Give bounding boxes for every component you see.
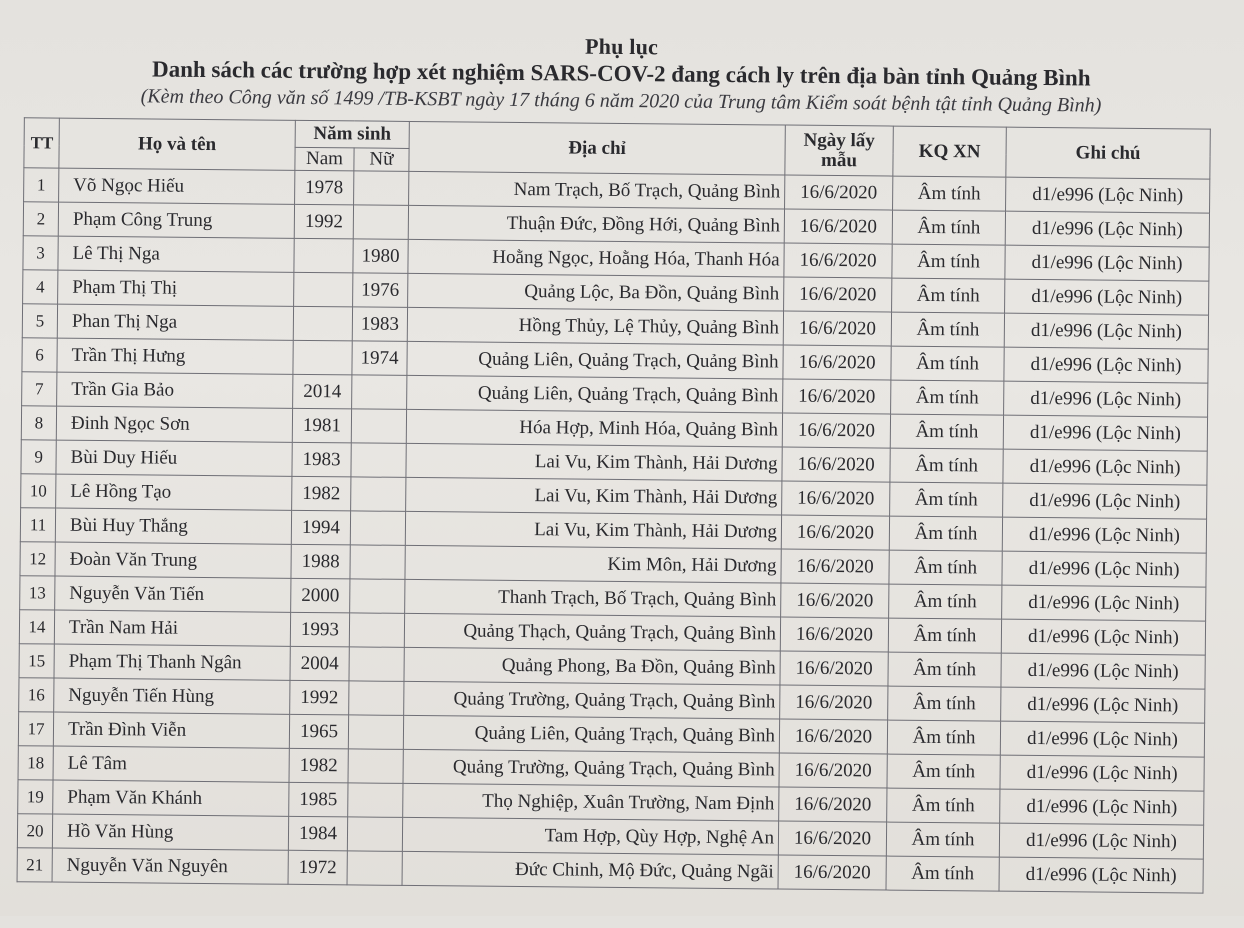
header-address: Địa chỉ <box>409 121 785 175</box>
test-result-cell: Âm tính <box>889 550 1002 585</box>
address-cell: Quảng Liên, Quảng Trạch, Quảng Bình <box>407 375 783 413</box>
test-result-cell: Âm tính <box>891 380 1004 415</box>
document-subtitle: Danh sách các trường hợp xét nghiệm SARS-COV-2 đang cách ly trên địa bàn tỉnh Quảng Bình <box>151 56 1091 91</box>
sample-date-cell: 16/6/2020 <box>780 651 888 686</box>
birth-year-female-cell <box>349 647 404 682</box>
row-number-cell: 14 <box>19 610 54 644</box>
row-number-cell: 13 <box>20 576 55 610</box>
row-number-cell: 2 <box>23 202 58 236</box>
address-cell: Hoằng Ngọc, Hoằng Hóa, Thanh Hóa <box>408 239 784 277</box>
person-name-cell: Đinh Ngọc Sơn <box>56 406 292 442</box>
document-title: Phụ lục <box>584 33 659 60</box>
patient-list-table <box>17 117 1211 893</box>
sample-date-cell: 16/6/2020 <box>778 855 886 890</box>
sample-date-cell: 16/6/2020 <box>784 209 892 244</box>
note-cell: d1/e996 (Lộc Ninh) <box>1006 177 1210 213</box>
test-result-cell: Âm tính <box>893 176 1006 211</box>
note-cell: d1/e996 (Lộc Ninh) <box>1004 347 1208 383</box>
birth-year-male-cell: 1994 <box>291 510 350 545</box>
test-result-cell: Âm tính <box>892 244 1005 279</box>
birth-year-female-cell <box>349 613 404 648</box>
address-cell: Lai Vu, Kim Thành, Hải Dương <box>406 477 782 515</box>
address-cell: Đức Chinh, Mộ Đức, Quảng Ngãi <box>402 851 778 889</box>
row-number-cell: 17 <box>18 712 53 746</box>
header-male: Nam <box>295 147 354 171</box>
birth-year-male-cell <box>294 272 353 307</box>
person-name-cell: Trần Gia Bảo <box>57 372 293 408</box>
note-cell: d1/e996 (Lộc Ninh) <box>999 857 1203 893</box>
note-cell: d1/e996 (Lộc Ninh) <box>1005 245 1209 281</box>
birth-year-male-cell: 1984 <box>288 816 347 851</box>
note-cell: d1/e996 (Lộc Ninh) <box>1005 211 1209 247</box>
birth-year-female-cell: 1974 <box>352 341 407 376</box>
table-body <box>17 168 1210 893</box>
birth-year-female-cell <box>349 681 404 716</box>
birth-year-female-cell <box>348 715 403 750</box>
sample-date-cell: 16/6/2020 <box>782 481 890 516</box>
row-number-cell: 3 <box>23 236 58 270</box>
birth-year-male-cell: 1983 <box>292 442 351 477</box>
birth-year-male-cell: 1988 <box>291 544 350 579</box>
note-cell: d1/e996 (Lộc Ninh) <box>1000 721 1204 757</box>
sample-date-cell: 16/6/2020 <box>781 549 889 584</box>
birth-year-female-cell <box>352 375 407 410</box>
document-reference-note: (Kèm theo Công văn số 1499 /TB-KSBT ngày 17 tháng 6 năm 2020 của Trung tâm Kiểm soát bệnh tật tỉnh Quảng Bình) <box>140 85 1102 117</box>
sample-date-cell: 16/6/2020 <box>780 685 888 720</box>
birth-year-female-cell <box>347 851 402 886</box>
sample-date-cell: 16/6/2020 <box>784 277 892 312</box>
address-cell: Quảng Trường, Quảng Trạch, Quảng Bình <box>404 681 780 719</box>
address-cell: Lai Vu, Kim Thành, Hải Dương <box>405 511 781 549</box>
note-cell: d1/e996 (Lộc Ninh) <box>1003 415 1207 451</box>
person-name-cell: Phan Thị Nga <box>57 304 293 340</box>
birth-year-male-cell <box>294 238 353 273</box>
address-cell: Thọ Nghiệp, Xuân Trường, Nam Định <box>403 783 779 821</box>
header-tt: TT <box>24 118 59 168</box>
sample-date-cell: 16/6/2020 <box>782 413 890 448</box>
test-result-cell: Âm tính <box>890 448 1003 483</box>
row-number-cell: 20 <box>17 814 52 848</box>
sample-date-cell: 16/6/2020 <box>779 787 887 822</box>
note-cell: d1/e996 (Lộc Ninh) <box>1000 789 1204 825</box>
note-cell: d1/e996 (Lộc Ninh) <box>1002 551 1206 587</box>
row-number-cell: 16 <box>19 678 54 712</box>
test-result-cell: Âm tính <box>888 618 1001 653</box>
test-result-cell: Âm tính <box>890 482 1003 517</box>
note-cell: d1/e996 (Lộc Ninh) <box>1001 687 1205 723</box>
row-number-cell: 18 <box>18 746 53 780</box>
test-result-cell: Âm tính <box>889 516 1002 551</box>
person-name-cell: Hồ Văn Hùng <box>52 814 288 850</box>
birth-year-female-cell <box>348 749 403 784</box>
note-cell: d1/e996 (Lộc Ninh) <box>1003 483 1207 519</box>
birth-year-male-cell: 1982 <box>289 748 348 783</box>
person-name-cell: Trần Thị Hưng <box>57 338 293 374</box>
person-name-cell: Trần Nam Hải <box>54 610 290 646</box>
birth-year-female-cell <box>351 409 406 444</box>
test-result-cell: Âm tính <box>887 720 1000 755</box>
sample-date-cell: 16/6/2020 <box>782 447 890 482</box>
address-cell: Hồng Thủy, Lệ Thủy, Quảng Bình <box>407 307 783 345</box>
row-number-cell: 11 <box>20 508 55 542</box>
header-result: KQ XN <box>893 126 1006 177</box>
note-cell: d1/e996 (Lộc Ninh) <box>1002 585 1206 621</box>
birth-year-male-cell: 1972 <box>288 850 347 885</box>
test-result-cell: Âm tính <box>892 278 1005 313</box>
person-name-cell: Nguyễn Tiến Hùng <box>54 678 290 714</box>
note-cell: d1/e996 (Lộc Ninh) <box>999 823 1203 859</box>
test-result-cell: Âm tính <box>887 754 1000 789</box>
birth-year-male-cell: 2000 <box>291 578 350 613</box>
sample-date-cell: 16/6/2020 <box>781 583 889 618</box>
test-result-cell: Âm tính <box>890 414 1003 449</box>
person-name-cell: Lê Hồng Tạo <box>56 474 292 510</box>
birth-year-female-cell: 1976 <box>353 273 408 308</box>
header-sample-date: Ngày lấy mẫu <box>785 125 893 176</box>
birth-year-male-cell: 1965 <box>289 714 348 749</box>
birth-year-female-cell <box>347 817 402 852</box>
header-female: Nữ <box>354 148 409 172</box>
address-cell: Kim Môn, Hải Dương <box>405 545 781 583</box>
birth-year-female-cell <box>350 545 405 580</box>
birth-year-male-cell: 1978 <box>295 170 354 205</box>
address-cell: Thuận Đức, Đồng Hới, Quảng Bình <box>408 205 784 243</box>
row-number-cell: 8 <box>21 406 56 440</box>
note-cell: d1/e996 (Lộc Ninh) <box>1000 755 1204 791</box>
person-name-cell: Phạm Văn Khánh <box>53 780 289 816</box>
row-number-cell: 6 <box>22 338 57 372</box>
birth-year-male-cell: 1982 <box>292 476 351 511</box>
birth-year-female-cell: 1983 <box>352 307 407 342</box>
birth-year-male-cell: 2014 <box>293 374 352 409</box>
test-result-cell: Âm tính <box>886 856 999 891</box>
person-name-cell: Đoàn Văn Trung <box>55 542 291 578</box>
test-result-cell: Âm tính <box>888 652 1001 687</box>
sample-date-cell: 16/6/2020 <box>779 753 887 788</box>
sample-date-cell: 16/6/2020 <box>783 311 891 346</box>
header-name: Họ và tên <box>59 118 295 170</box>
birth-year-female-cell <box>354 171 409 206</box>
row-number-cell: 19 <box>18 780 53 814</box>
header-row <box>24 118 1210 156</box>
row-number-cell: 1 <box>24 168 59 202</box>
birth-year-female-cell <box>350 579 405 614</box>
test-result-cell: Âm tính <box>887 788 1000 823</box>
header-birth-year: Năm sinh <box>295 120 409 148</box>
birth-year-male-cell: 1992 <box>294 204 353 239</box>
person-name-cell: Phạm Thị Thị <box>58 270 294 306</box>
note-cell: d1/e996 (Lộc Ninh) <box>1004 381 1208 417</box>
birth-year-male-cell <box>293 340 352 375</box>
test-result-cell: Âm tính <box>888 686 1001 721</box>
sample-date-cell: 16/6/2020 <box>783 379 891 414</box>
row-number-cell: 9 <box>21 440 56 474</box>
sample-date-cell: 16/6/2020 <box>783 345 891 380</box>
address-cell: Nam Trạch, Bố Trạch, Quảng Bình <box>409 171 785 209</box>
sample-date-cell: 16/6/2020 <box>785 175 893 210</box>
birth-year-male-cell: 1992 <box>290 680 349 715</box>
birth-year-female-cell <box>353 205 408 240</box>
row-number-cell: 12 <box>20 542 55 576</box>
note-cell: d1/e996 (Lộc Ninh) <box>1001 619 1205 655</box>
test-result-cell: Âm tính <box>889 584 1002 619</box>
address-cell: Tam Hợp, Qùy Hợp, Nghệ An <box>402 817 778 855</box>
note-cell: d1/e996 (Lộc Ninh) <box>1005 279 1209 315</box>
test-result-cell: Âm tính <box>891 312 1004 347</box>
birth-year-female-cell: 1980 <box>353 239 408 274</box>
note-cell: d1/e996 (Lộc Ninh) <box>1004 313 1208 349</box>
note-cell: d1/e996 (Lộc Ninh) <box>1002 517 1206 553</box>
address-cell: Quảng Phong, Ba Đồn, Quảng Bình <box>404 647 780 685</box>
row-number-cell: 15 <box>19 644 54 678</box>
birth-year-male-cell: 1981 <box>292 408 351 443</box>
row-number-cell: 21 <box>17 848 52 882</box>
note-cell: d1/e996 (Lộc Ninh) <box>1003 449 1207 485</box>
address-cell: Quảng Thạch, Quảng Trạch, Quảng Bình <box>404 613 780 651</box>
sample-date-cell: 16/6/2020 <box>780 617 888 652</box>
sample-date-cell: 16/6/2020 <box>781 515 889 550</box>
address-cell: Hóa Hợp, Minh Hóa, Quảng Bình <box>406 409 782 447</box>
birth-year-male-cell <box>293 306 352 341</box>
birth-year-male-cell: 1993 <box>290 612 349 647</box>
person-name-cell: Nguyễn Văn Tiến <box>55 576 291 612</box>
birth-year-female-cell <box>351 477 406 512</box>
birth-year-male-cell: 1985 <box>289 782 348 817</box>
sample-date-cell: 16/6/2020 <box>778 821 886 856</box>
birth-year-female-cell <box>351 443 406 478</box>
address-cell: Lai Vu, Kim Thành, Hải Dương <box>406 443 782 481</box>
address-cell: Thanh Trạch, Bố Trạch, Quảng Bình <box>405 579 781 617</box>
test-result-cell: Âm tính <box>886 822 999 857</box>
row-number-cell: 4 <box>23 270 58 304</box>
address-cell: Quảng Liên, Quảng Trạch, Quảng Bình <box>407 341 783 379</box>
note-cell: d1/e996 (Lộc Ninh) <box>1001 653 1205 689</box>
person-name-cell: Bùi Duy Hiếu <box>56 440 292 476</box>
person-name-cell: Nguyễn Văn Nguyên <box>52 848 288 884</box>
person-name-cell: Phạm Công Trung <box>58 202 294 238</box>
row-number-cell: 7 <box>22 372 57 406</box>
person-name-cell: Lê Tâm <box>53 746 289 782</box>
test-result-cell: Âm tính <box>891 346 1004 381</box>
person-name-cell: Bùi Huy Thắng <box>55 508 291 544</box>
address-cell: Quảng Liên, Quảng Trạch, Quảng Bình <box>403 715 779 753</box>
address-cell: Quảng Trường, Quảng Trạch, Quảng Bình <box>403 749 779 787</box>
test-result-cell: Âm tính <box>892 210 1005 245</box>
person-name-cell: Phạm Thị Thanh Ngân <box>54 644 290 680</box>
person-name-cell: Lê Thị Nga <box>58 236 294 272</box>
sample-date-cell: 16/6/2020 <box>784 243 892 278</box>
birth-year-female-cell <box>350 511 405 546</box>
birth-year-male-cell: 2004 <box>290 646 349 681</box>
birth-year-female-cell <box>348 783 403 818</box>
person-name-cell: Trần Đình Viễn <box>53 712 289 748</box>
row-number-cell: 10 <box>21 474 56 508</box>
header-notes: Ghi chú <box>1006 127 1210 179</box>
address-cell: Quảng Lộc, Ba Đồn, Quảng Bình <box>408 273 784 311</box>
sample-date-cell: 16/6/2020 <box>779 719 887 754</box>
person-name-cell: Võ Ngọc Hiếu <box>59 168 295 204</box>
row-number-cell: 5 <box>22 304 57 338</box>
